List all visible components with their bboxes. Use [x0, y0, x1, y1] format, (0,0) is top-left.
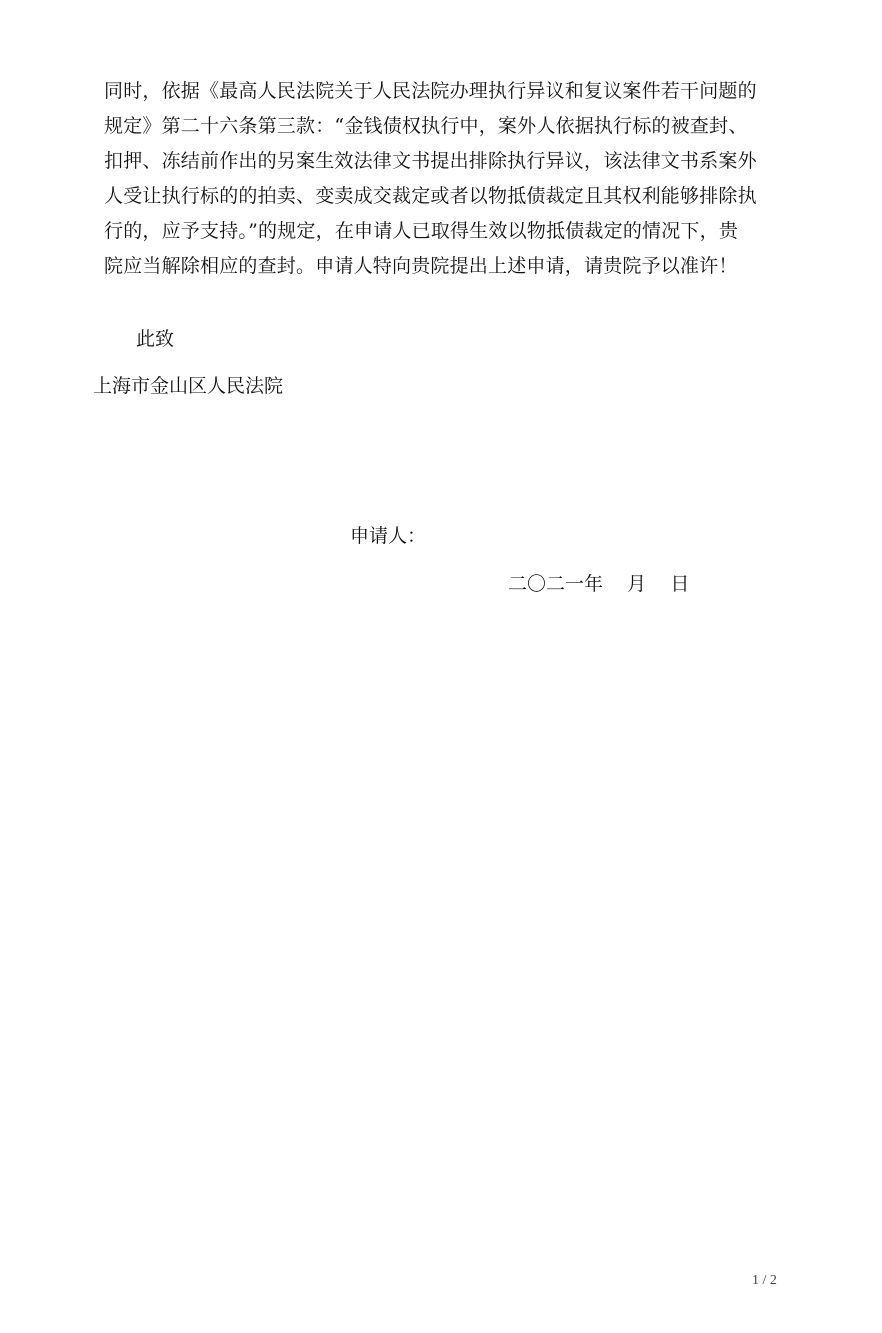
date-line: 二〇二一年 月 日	[508, 573, 690, 595]
body-paragraph	[104, 74, 789, 284]
body-line: 扣押、冻结前作出的另案生效法律文书提出排除执行异议，该法律文书系案外	[104, 150, 757, 172]
body-line: 院应当解除相应的查封。申请人特向贵院提出上述申请，请贵院予以准许！	[104, 255, 738, 277]
salutation: 此致	[136, 328, 175, 350]
body-line: 规定》第二十六条第三款：“金钱债权执行中，案外人依据执行标的被查封、	[104, 115, 748, 137]
recipient-court: 上海市金山区人民法院	[93, 375, 284, 397]
body-line: 同时，依据《最高人民法院关于人民法院办理执行异议和复议案件若干问题的	[104, 80, 757, 102]
body-line: 人受让执行标的的拍卖、变卖成交裁定或者以物抵债裁定且其权利能够排除执	[104, 185, 757, 207]
body-line: 行的，应予支持。”的规定，在申请人已取得生效以物抵债裁定的情况下，贵	[104, 220, 739, 242]
applicant-label: 申请人：	[350, 525, 427, 547]
page-number: 1 / 2	[752, 1273, 777, 1288]
